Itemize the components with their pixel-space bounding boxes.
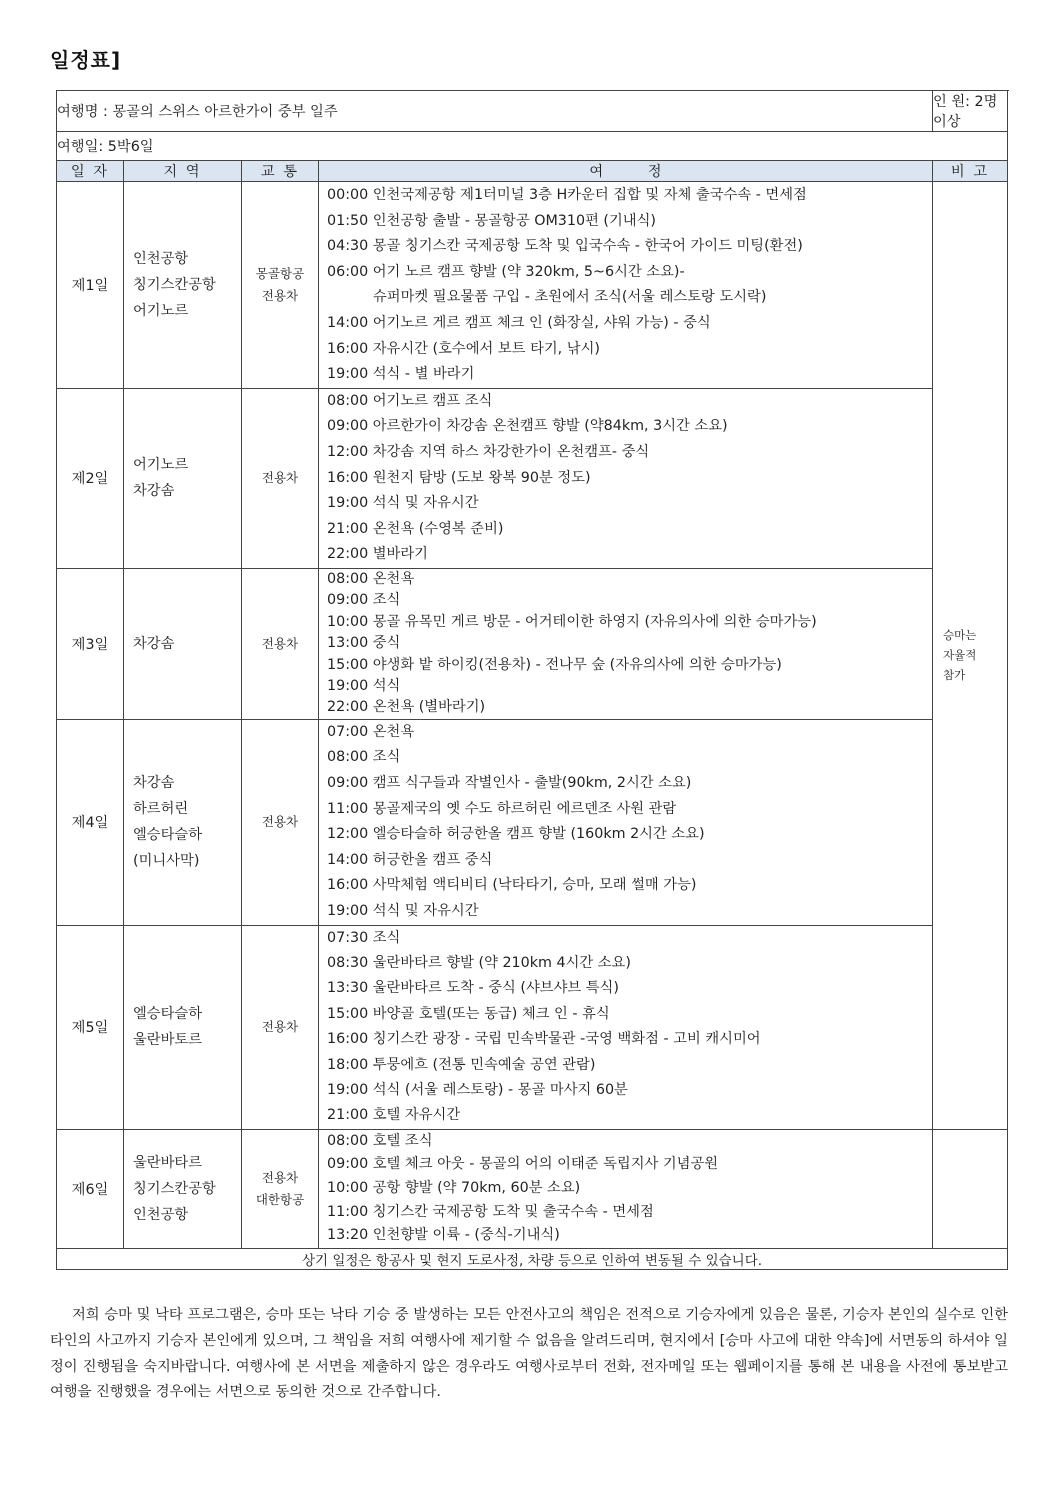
day-schedule [319, 925, 933, 1129]
region-name: 차강솜 [133, 483, 175, 500]
day-transport [242, 388, 319, 568]
schedule-item: 14:00 어기노르 게르 캠프 체크 인 (화장실, 샤워 가능) - 중식 [327, 314, 711, 331]
schedule-item: 07:30 조식 [327, 929, 401, 946]
region-name: 칭기스칸공항 [133, 276, 216, 293]
day-row [57, 388, 1008, 568]
trip-name: 여행명 : 몽골의 스위스 아르한가이 중부 일주 [57, 91, 933, 132]
day-label: 제6일 [57, 1129, 124, 1248]
day-regions [124, 1129, 242, 1248]
schedule-item: 08:00 조식 [327, 749, 401, 766]
transport-name: 전용차 [261, 287, 299, 303]
schedule-item: 22:00 온천욕 (별바라기) [327, 699, 486, 716]
day-row [57, 182, 1008, 389]
day-row [57, 1129, 1008, 1248]
remark-line: 승마는 [943, 628, 977, 643]
header-schedule: 여 정 [319, 161, 933, 182]
day-schedule [319, 182, 933, 389]
schedule-item: 08:00 호텔 조식 [327, 1132, 433, 1149]
region-name: (미니사막) [133, 853, 200, 870]
day-row [57, 719, 1008, 925]
schedule-item: 10:00 공항 향발 (약 70km, 60분 소요) [327, 1179, 581, 1196]
day-label: 제4일 [57, 719, 124, 925]
remark-line: 자율적 [943, 648, 977, 663]
schedule-item: 21:00 온천욕 (수영복 준비) [327, 520, 504, 537]
region-name: 차강솜 [133, 775, 175, 792]
region-name: 엘승타슬하 [133, 1006, 203, 1023]
day-schedule [319, 388, 933, 568]
day-label: 제3일 [57, 568, 124, 719]
schedule-item: 08:00 온천욕 [327, 570, 415, 587]
schedule-item: 16:00 자유시간 (호수에서 보트 타기, 낚시) [327, 340, 600, 357]
footer-note-row [57, 1248, 1008, 1269]
day-schedule [319, 1129, 933, 1248]
region-name: 차강솜 [133, 635, 175, 652]
schedule-item: 13:00 중식 [327, 635, 401, 652]
table-header-row [57, 161, 1008, 182]
day-regions [124, 388, 242, 568]
day-transport [242, 1129, 319, 1248]
remark-cell [933, 182, 1008, 1130]
schedule-item: 11:00 칭기스칸 국제공항 도착 및 출국수속 - 면세점 [327, 1203, 654, 1220]
schedule-item: 19:00 석식 [327, 677, 401, 694]
day-schedule [319, 568, 933, 719]
schedule-item: 18:00 투뭉에흐 (전통 민속예술 공연 관람) [327, 1056, 596, 1073]
schedule-item: 06:00 어기 노르 캠프 향발 (약 320km, 5~6시간 소요)- [327, 263, 685, 280]
schedule-item: 16:00 칭기스칸 광장 - 국립 민속박물관 -국영 백화점 - 고비 캐시미어 [327, 1031, 761, 1048]
schedule-item: 15:00 야생화 밭 하이킹(전용차) - 전나무 숲 (자유의사에 의한 승마가능) [327, 656, 782, 673]
header-region: 지 역 [124, 161, 242, 182]
schedule-item: 07:00 온천욕 [327, 723, 415, 740]
region-name: 어기노르 [133, 302, 189, 319]
day-schedule [319, 719, 933, 925]
schedule-item: 19:00 석식 및 자유시간 [327, 495, 479, 512]
trip-info-row [57, 91, 1008, 132]
schedule-item: 12:00 차강솜 지역 하스 차강한가이 온천캠프- 중식 [327, 443, 650, 460]
schedule-item: 19:00 석식 - 별 바라기 [327, 366, 475, 383]
transport-name: 대한항공 [255, 1191, 305, 1207]
header-day: 일 자 [57, 161, 124, 182]
schedule-item: 12:00 엘승타슬하 허긍한올 캠프 향발 (160km 2시간 소요) [327, 826, 705, 843]
region-name: 인천공항 [133, 1206, 189, 1223]
day-transport [242, 568, 319, 719]
region-name: 인천공항 [133, 250, 189, 267]
region-name: 어기노르 [133, 457, 189, 474]
schedule-item: 01:50 인천공항 출발 - 몽골항공 OM310편 (기내식) [327, 212, 657, 229]
region-name: 엘승타슬하 [133, 827, 203, 844]
schedule-item: 21:00 호텔 자유시간 [327, 1107, 461, 1124]
region-name: 하르허린 [133, 801, 189, 818]
footer-note: 상기 일정은 항공사 및 현지 도로사정, 차량 등으로 인하여 변동될 수 있습니다. [57, 1248, 1008, 1269]
schedule-item: 16:00 사막체험 액티비티 (낙타타기, 승마, 모래 썰매 가능) [327, 877, 697, 894]
header-remark: 비 고 [933, 161, 1008, 182]
transport-name: 몽골항공 [255, 265, 305, 281]
schedule-item: 16:00 원천지 탐방 (도보 왕복 90분 정도) [327, 469, 591, 486]
schedule-item: 10:00 몽골 유목민 게르 방문 - 어거테이한 하영지 (자유의사에 의한 승마가능) [327, 613, 817, 630]
transport-name: 전용차 [261, 635, 299, 651]
schedule-item: 08:00 어기노르 캠프 조식 [327, 392, 493, 409]
schedule-item: 19:00 석식 (서울 레스토랑) - 몽골 마사지 60분 [327, 1081, 628, 1098]
schedule-item: 09:00 아르한가이 차강솜 온천캠프 향발 (약84km, 3시간 소요) [327, 418, 728, 435]
page-title: 일정표] [50, 48, 122, 72]
trip-people: 인 원: 2명 이상 [933, 91, 1008, 132]
schedule-item: 14:00 허긍한올 캠프 중식 [327, 851, 493, 868]
trip-duration-row [57, 132, 1008, 161]
day-regions [124, 925, 242, 1129]
schedule-item: 08:30 울란바타르 향발 (약 210km 4시간 소요) [327, 954, 631, 971]
remark-line: 참가 [943, 668, 966, 683]
schedule-item: 슈퍼마켓 필요물품 구입 - 초원에서 조식(서울 레스토랑 도시락) [373, 289, 767, 306]
transport-name: 전용차 [261, 470, 299, 486]
schedule-item: 13:20 인천향발 이륙 - (중식-기내식) [327, 1227, 560, 1244]
schedule-item: 11:00 몽골제국의 옛 수도 하르허린 에르덴조 사원 관람 [327, 800, 677, 817]
schedule-item: 22:00 별바라기 [327, 546, 428, 563]
notice-paragraph: 저희 승마 및 낙타 프로그램은, 승마 또는 낙타 기승 중 발생하는 모든 안전사고의 책임은 전적으로 기승자에게 있음은 물론, 기승자 본인의 실수로 인한 타인의 사고까지 기승자 본인에게 있으며, 그 책임을 저희 여행사에 제기할 수 없음을 알려드리며, 현지에서 [승마 사고에 대한 약속]에 서면동의 하셔야 일정이 진행됨을 숙지바랍니다. 여행사에 본 서면을 제출하지 않은 경우라도 여행사로부터 전화, 전자메일 또는 웹페이지를 통해 본 내용을 사전에 통보받고 여행을 진행했을 경우에는 서면으로 동의한 것으로 간주합니다. [50, 1307, 1008, 1401]
schedule-item: 00:00 인천국제공항 제1터미널 3층 H카운터 집합 및 자체 출국수속 - 면세점 [327, 187, 807, 203]
schedule-item: 04:30 몽골 칭기스칸 국제공항 도착 및 입국수속 - 한국어 가이드 미팅(환전) [327, 238, 803, 255]
schedule-item: 09:00 호텔 체크 아웃 - 몽골의 어의 이태준 독립지사 기념공원 [327, 1156, 719, 1173]
day-row [57, 568, 1008, 719]
transport-name: 전용차 [261, 1019, 299, 1035]
day-regions [124, 719, 242, 925]
day-label: 제2일 [57, 388, 124, 568]
transport-name: 전용차 [261, 1169, 299, 1185]
transport-name: 전용차 [261, 814, 299, 830]
day-regions [124, 568, 242, 719]
region-name: 울란바타르 [133, 1154, 203, 1171]
day-row [57, 925, 1008, 1129]
remark-empty-cell [933, 1129, 1008, 1248]
trip-duration: 여행일: 5박6일 [57, 132, 1008, 161]
region-name: 칭기스칸공항 [133, 1180, 216, 1197]
schedule-item: 15:00 바양골 호텔(또는 동급) 체크 인 - 휴식 [327, 1005, 610, 1022]
day-regions [124, 182, 242, 389]
region-name: 울란바토르 [133, 1032, 203, 1049]
day-label: 제1일 [57, 182, 124, 389]
day-transport [242, 925, 319, 1129]
header-transport: 교 통 [242, 161, 319, 182]
schedule-item: 13:30 울란바타르 도착 - 중식 (샤브샤브 특식) [327, 980, 619, 997]
day-transport [242, 182, 319, 389]
schedule-item: 09:00 캠프 식구들과 작별인사 - 출발(90km, 2시간 소요) [327, 774, 692, 791]
day-label: 제5일 [57, 925, 124, 1129]
schedule-item: 09:00 조식 [327, 592, 401, 609]
schedule-item: 19:00 석식 및 자유시간 [327, 902, 479, 919]
itinerary-table [56, 90, 1008, 1270]
day-transport [242, 719, 319, 925]
